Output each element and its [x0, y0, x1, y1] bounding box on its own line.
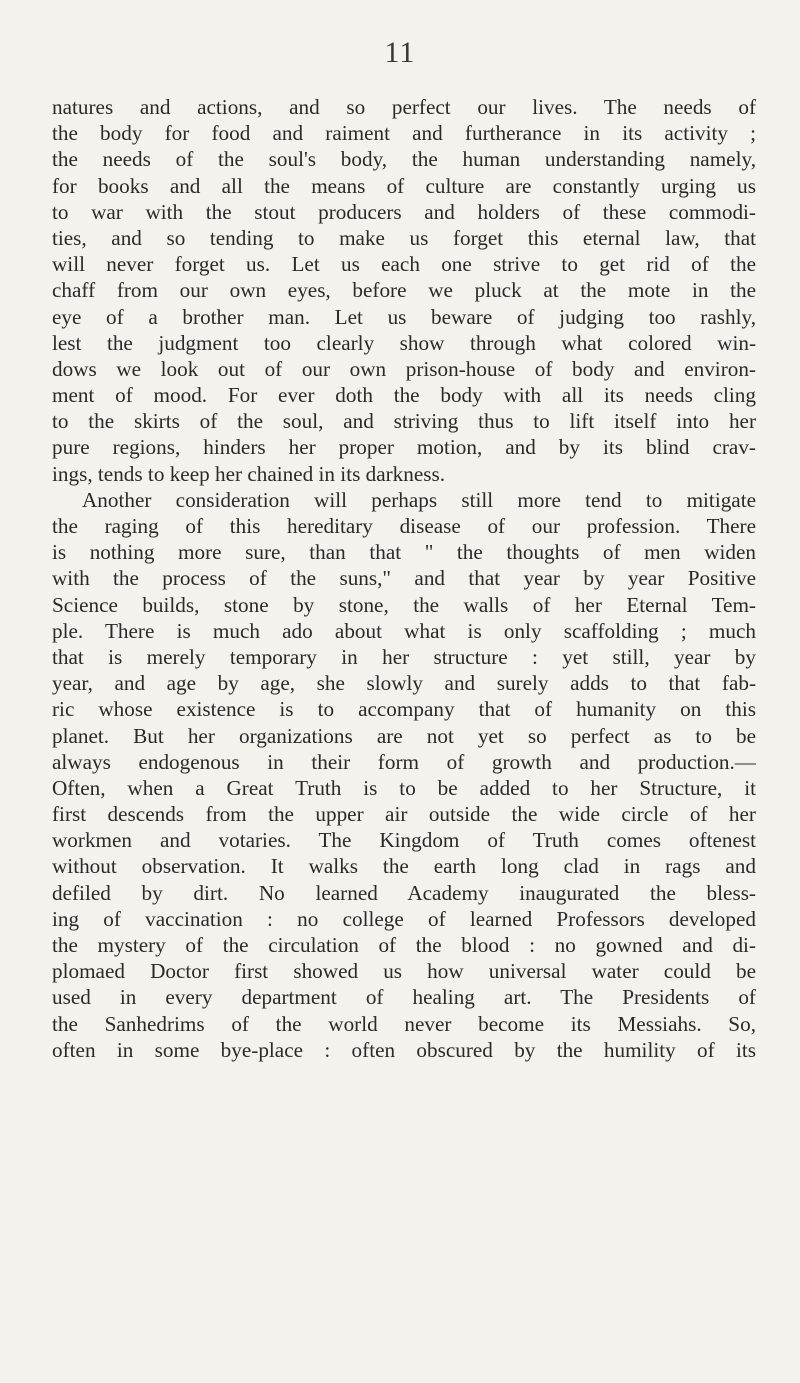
page-number: 11 [384, 36, 416, 69]
text-line: the Sanhedrims of the world never become its Messiahs. So, [52, 1011, 756, 1036]
text-line: natures and actions, and so perfect our lives. The needs of [52, 95, 756, 119]
text-line: Science builds, stone by stone, the walls of her Eternal Tem- [52, 592, 756, 617]
text-line: ric whose existence is to accompany that of humanity on this [52, 697, 756, 722]
text-line: to war with the stout producers and holders of these commodi- [52, 199, 756, 224]
text-line: the raging of this hereditary disease of our profession. There [52, 514, 756, 538]
text-line: with the process of the suns," and that year by year Positive [52, 566, 756, 591]
text-line: eye of a brother man. Let us beware of judging too rashly, [52, 304, 756, 329]
body-text [52, 94, 756, 1063]
text-line: workmen and votaries. The Kingdom of Truth comes oftenest [52, 828, 756, 853]
text-line: pure regions, hinders her proper motion, and by its blind crav- [52, 435, 756, 460]
text-line: plomaed Doctor first showed us how universal water could be [52, 959, 756, 984]
text-line: chaff from our own eyes, before we pluck at the mote in the [52, 278, 756, 303]
text-line: Often, when a Great Truth is to be added to her Structure, it [52, 775, 756, 800]
text-line: planet. But her organizations are not yet so perfect as to be [52, 723, 756, 748]
text-line: will never forget us. Let us each one strive to get rid of the [52, 252, 756, 277]
text-line: ple. There is much ado about what is only scaffolding ; much [52, 618, 756, 643]
text-line: ment of mood. For ever doth the body with all its needs cling [52, 383, 756, 408]
text-line: ing of vaccination : no college of learned Professors developed [52, 906, 756, 931]
text-line: year, and age by age, she slowly and surely adds to that fab- [52, 671, 756, 696]
text-line: the needs of the soul's body, the human understanding namely, [52, 147, 756, 172]
text-line: used in every department of healing art. The Presidents of [52, 985, 756, 1010]
text-line: the mystery of the circulation of the blood : no gowned and di- [52, 933, 756, 957]
text-line: that is merely temporary in her structure : yet still, year by [52, 644, 756, 669]
text-line: always endogenous in their form of growth and production.— [52, 749, 756, 774]
text-line: for books and all the means of culture are constantly urging us [52, 173, 756, 198]
text-line: to the skirts of the soul, and striving thus to lift itself into her [52, 409, 756, 434]
text-line: ties, and so tending to make us forget this eternal law, that [52, 225, 756, 250]
paragraph-start-line: Another consideration will perhaps still more tend to mitigate [82, 487, 756, 512]
text-line: ings, tends to keep her chained in its darkness. [52, 461, 446, 486]
text-line: often in some bye-place : often obscured by the humility of its [52, 1037, 756, 1062]
text-line: dows we look out of our own prison-house of body and environ- [52, 356, 756, 381]
text-line: the body for food and raiment and furtherance in its activity ; [52, 121, 756, 146]
text-line: lest the judgment too clearly show through what colored win- [52, 330, 756, 355]
text-line: is nothing more sure, than that " the thoughts of men widen [52, 540, 756, 565]
text-line: first descends from the upper air outside the wide circle of her [52, 802, 756, 827]
text-line: without observation. It walks the earth long clad in rags and [52, 854, 756, 879]
text-line: defiled by dirt. No learned Academy inaugurated the bless- [52, 880, 756, 905]
